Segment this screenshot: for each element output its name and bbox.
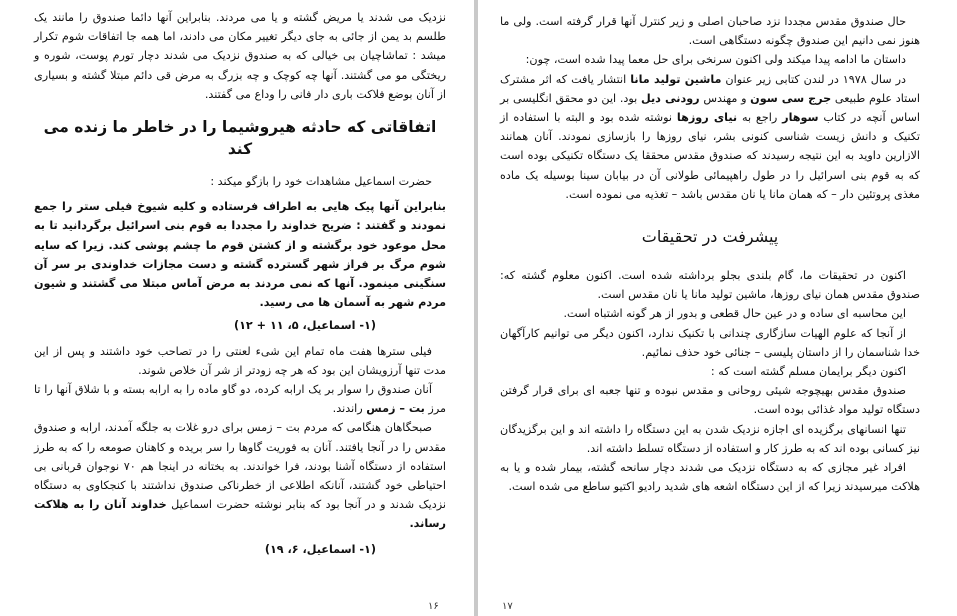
right-page xyxy=(478,0,957,616)
bold-term: نیای روزها xyxy=(676,111,738,125)
page-number: ۱۷ xyxy=(502,601,513,612)
paragraph xyxy=(34,418,446,533)
bold-term: جرج سی سون xyxy=(750,91,832,105)
paragraph: این محاسبه ای ساده و در عین حال قطعی و بدور از هر گونه اشتباه است. xyxy=(563,307,906,321)
citation: (۱- اسماعیل، ۶، ۱۹) xyxy=(264,542,376,556)
bold-term: ماشین تولید مانا xyxy=(630,72,722,86)
section-heading: پیشرفت در تحقیقات xyxy=(641,227,779,247)
text-run: بود. این دو محقق انگلیسی بر اساس آنچه در کتاب xyxy=(500,91,920,125)
paragraph: تنها انسانهای برگزیده ای اجازه نزدیک شدن به این دستگاه را داشته اند و این برگزیدگان نیز کسانی بوده اند که به طرز کار و استفاده از دستگاه تسلط داشته اند. xyxy=(500,422,920,455)
text-run: راندند. xyxy=(332,402,367,416)
left-page xyxy=(0,0,474,616)
text-run: آنان صندوق را سوار بر یک ارابه کرده، دو گاو ماده را به ارابه بسته و با شلاق آنها را تا مرز xyxy=(34,383,446,416)
bold-quote: بنابراین آنها پیک هایی به اطراف فرستاده و کلیه شیوخ فیلی ستر را جمع نمودند و گفتند : ضریح خداوند را مجددا به قوم بنی اسرائیل برگردانید تا به محل موعود خود برگشته و از کشتن قوم ما چشم پوشی کند. زیرا که سایه شوم مرگ بر فراز شهر گسترده گشته و دست مجازات خداوندی بر سر آن سنگینی مینمود. آنها که نمی مردند به مرض آماس مبتلا می گشتند و شیون مردم شهر به آسمان ها می رسید. xyxy=(34,200,446,310)
paragraph: اکنون در تحقیقات ما، گام بلندی بجلو برداشته شده است. اکنون معلوم گشته که: صندوق مقدس همان نیای روزها، ماشین تولید مانا یا نان مقدس است. xyxy=(500,269,920,302)
paragraph xyxy=(34,380,446,418)
paragraph xyxy=(500,70,920,204)
left-page-text xyxy=(34,8,446,565)
text-run: در سال ۱۹۷۸ در لندن کتابی زیر عنوان xyxy=(721,72,906,86)
bold-term: خداوند آنان را به هلاکت رساند. xyxy=(34,498,446,531)
bold-term: رودنی دیل xyxy=(641,91,700,105)
citation: (۱- اسماعیل، ۵، ۱۱ + ۱۲) xyxy=(233,319,376,333)
section-heading: اتفاقاتی که حادثه هیروشیما را در خاطر ما زنده می کند xyxy=(43,118,437,159)
paragraph: فیلی سترها هفت ماه تمام این شیء لعنتی را در تصاحب خود داشتند و پس از این مدت تنها آرزویشان این بود که هر چه زودتر از شر آن خلاص شوند. xyxy=(34,344,446,377)
paragraph: حال صندوق مقدس مجددا نزد صاحبان اصلی و زیر کنترل آنها قرار گرفته است. ولی ما هنوز نمی دانیم این صندوق چگونه دستگاهی است. xyxy=(500,15,920,48)
text-run: انتشار یافت که اثر مشترک استاد علوم طبیعی xyxy=(500,72,921,105)
quote-intro: حضرت اسماعیل مشاهدات خود را بازگو میکند : xyxy=(210,175,432,189)
bold-term: بت – زمس xyxy=(366,402,425,416)
text-run: صبحگاهان هنگامی که مردم بت – زمس برای درو غلات به جلگه آمدند، ارابه و صندوق مقدس را در آنجا یافتند. آنان به فوریت گاوها را سر بریده و کاهنان صومعه را که به طرز استفاده از دستگاه آشنا بودند، فرا خواندند. به بختانه در اینجا هم ۷۰ نوجوان قربانی بی احتیاطی خود گشتند، آنانکه اطلاعی از خطرناکی صندوق نداشتند با کنجکاوی به دستگاه نزدیک شدند و در آنجا بود که بنابر نوشته حضرت اسماعیل xyxy=(34,421,446,512)
paragraph: صندوق مقدس بهیچوجه شیئی روحانی و مقدس نبوده و تنها جعبه ای برای قرار گرفتن دستگاه تولید مواد غذائی بوده است. xyxy=(500,384,920,417)
paragraph: از آنجا که علوم الهیات سازگاری چندانی با تکنیک ندارد، اکنون دیگر می توانیم کارآگهان خدا شناسمان را از داستان پلیسی – جنائی خود حذف نمائیم. xyxy=(500,326,920,359)
paragraph: نزدیک می شدند یا مریض گشته و یا می مردند. بنابراین آنها دائما صندوق را مانند یک طلسم بد یمن از جائی به جای دیگر تغییر مکان می دادند، اما همه جا اتفاقات شوم تکرار میشد : تماشاچیان بی خیالی که به صندوق نزدیک می شدند دچار تورم پوست، شوره و ریختگی مو می گشتند. آنها چه کوچک و چه بزرگ به مرض قی دائم مبتلا گشته و بسیاری از آنان بوضع فلاکت باری دار فانی را وداع می گفتند. xyxy=(34,11,446,101)
right-page-text xyxy=(500,12,920,496)
paragraph: داستان ما ادامه پیدا میکند ولی اکنون سرنخی برای حل معما پیدا شده است، چون: xyxy=(525,53,906,67)
text-run: نوشته شده بود و البته با استفاده از تکنیک و دانش زیست شناسی کنونی بشر، نیای روزها را بازسازی نمودند. آنان همانند الازارین داوید به این نتیجه رسیدند که صندوق مقدس محققا یک دستگاه تکنیکی بوده است که به قوم بنی اسرائیل را در طول راهپیمائی طولانی آن در بیابان سینا بوسیله یک ماده مغذی پروتئین دار – که همان مانا یا نان مقدس باشد – تغذیه می نموده است. xyxy=(500,111,920,201)
bold-term: سوهار xyxy=(782,111,819,125)
page-number: ۱۶ xyxy=(428,601,439,612)
paragraph: اکنون دیگر برایمان مسلم گشته است که : xyxy=(710,365,906,379)
paragraph: افراد غیر مجازی که به دستگاه نزدیک می شدند دچار سانحه گشته، بیمار شده و یا به هلاکت میرسیدند زیرا که از این دستگاه اشعه های شدید رادیو اکتیو ساطع می شده است. xyxy=(500,461,920,494)
text-run: و مهندس xyxy=(699,91,751,105)
text-run: راجع به xyxy=(737,111,783,125)
